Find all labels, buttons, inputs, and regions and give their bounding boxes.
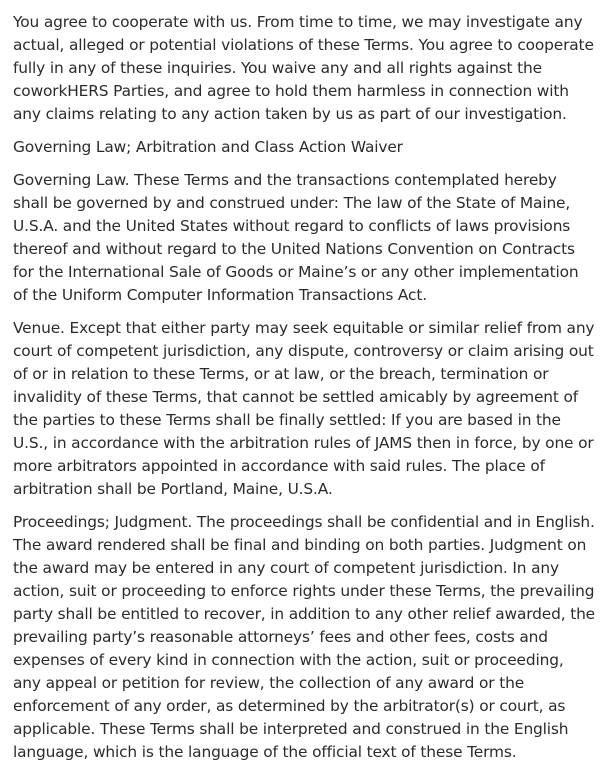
section-heading-governing-law: Governing Law; Arbitration and Class Action Waiver [13,138,403,156]
investigation-paragraph: You agree to cooperate with us. From time to time, we may investigate any actual, alleged or potential violations of these Terms. You agree to cooperate fully in any of these inquiries. You waive any and all rights against the coworkHERS Parties, and agree to hold them harmless in connection with any claims relating to any action taken by us as part of our investigation. [13,13,594,123]
proceedings-paragraph: Proceedings; Judgment. The proceedings shall be confidential and in English. The award rendered shall be final and binding on both parties. Judgment on the award may be entered in any court of competent jurisdiction. In any action, suit or proceeding to enforce rights under these Terms, the prevailing party shall be entitled to recover, in addition to any other relief awarded, the prevailing party’s reasonable attorneys’ fees and other fees, costs and expenses of every kind in connection with the action, suit or proceeding, any appeal or petition for review, the collection of any award or the enforcement of any order, as determined by the arbitrator(s) or court, as applicable. These Terms shall be interpreted and construed in the English language, which is the language of the official text of these Terms. [13,513,595,761]
governing-law-paragraph: Governing Law. These Terms and the transactions contemplated hereby shall be governed by and construed under: The law of the State of Maine, U.S.A. and the United States without regard to conflicts of laws provisions thereof and without regard to the United Nations Convention on Contracts for the International Sale of Goods or Maine’s or any other implementation of the Uniform Computer Information Transactions Act. [13,171,579,304]
venue-paragraph: Venue. Except that either party may seek equitable or similar relief from any court of competent jurisdiction, any dispute, controversy or claim arising out of or in relation to these Terms, or at law, or the breach, termination or invalidity of these Terms, that cannot be settled amicably by agreement of the parties to these Terms shall be finally settled: If you are based in the U.S., in accordance with the arbitration rules of JAMS then in force, by one or more arbitrators appointed in accordance with said rules. The place of arbitration shall be Portland, Maine, U.S.A. [13,319,595,498]
